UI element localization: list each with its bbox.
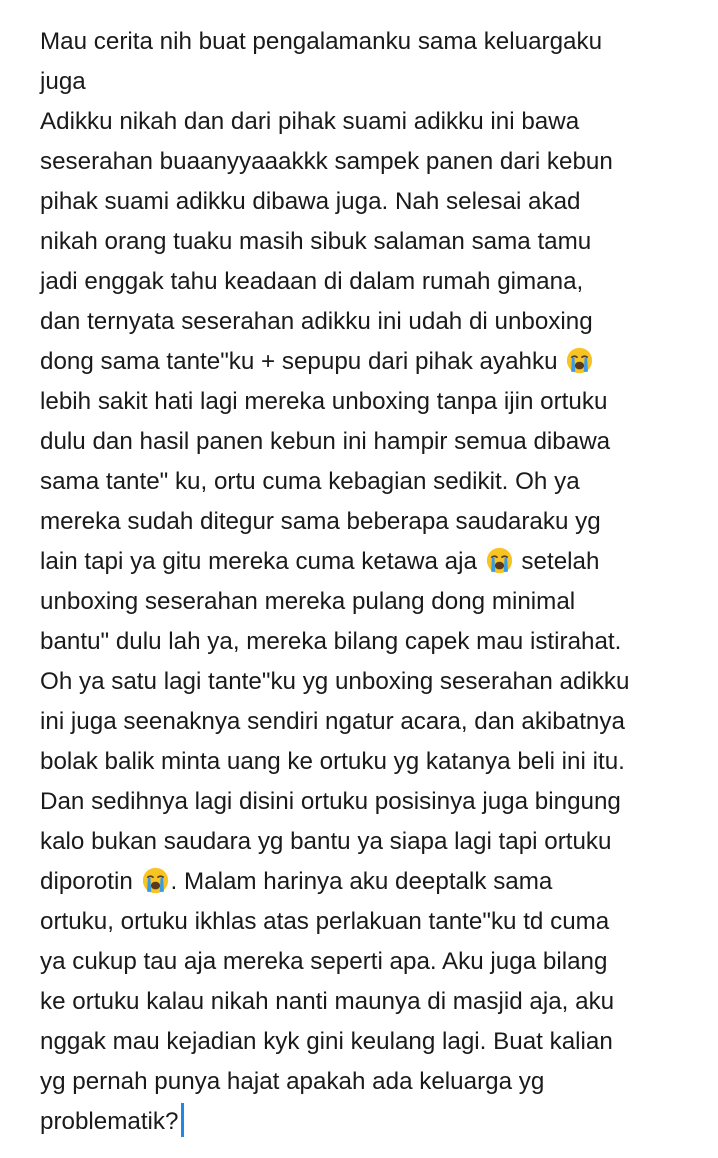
text-segment: setelah bbox=[521, 548, 600, 575]
text-segment: . Malam harinya aku deeptalk sama bbox=[170, 868, 553, 895]
text-line: ortuku, ortuku ikhlas atas perlakuan tante"ku td cuma bbox=[40, 908, 610, 935]
text-line: unboxing seserahan mereka pulang dong minimal bbox=[40, 588, 576, 615]
loudly-crying-face-icon bbox=[486, 547, 513, 574]
text-line: nggak mau kejadian kyk gini keulang lagi. Buat kalian bbox=[40, 1028, 613, 1055]
text-line bbox=[40, 862, 690, 902]
loudly-crying-face-icon bbox=[566, 347, 593, 374]
text-line: Oh ya satu lagi tante"ku yg unboxing seserahan adikku bbox=[40, 668, 630, 695]
text-segment: dong sama tante"ku + sepupu dari pihak ayahku bbox=[40, 348, 558, 375]
text-segment: lain tapi ya gitu mereka cuma ketawa aja bbox=[40, 548, 477, 575]
text-line bbox=[40, 342, 690, 382]
text-line: juga bbox=[40, 68, 86, 95]
text-line: Mau cerita nih buat pengalamanku sama keluargaku bbox=[40, 28, 603, 55]
note-text-editor[interactable] bbox=[40, 22, 690, 1142]
text-line: mereka sudah ditegur sama beberapa saudaraku yg bbox=[40, 508, 601, 535]
text-line: Adikku nikah dan dari pihak suami adikku ini bawa bbox=[40, 108, 580, 135]
text-segment: diporotin bbox=[40, 868, 133, 895]
text-line: pihak suami adikku dibawa juga. Nah selesai akad bbox=[40, 188, 581, 215]
text-line: bantu" dulu lah ya, mereka bilang capek mau istirahat. bbox=[40, 628, 622, 655]
text-line: dulu dan hasil panen kebun ini hampir semua dibawa bbox=[40, 428, 611, 455]
text-line: sama tante" ku, ortu cuma kebagian sedikit. Oh ya bbox=[40, 468, 580, 495]
text-line: lebih sakit hati lagi mereka unboxing tanpa ijin ortuku bbox=[40, 388, 608, 415]
text-line: yg pernah punya hajat apakah ada keluarga yg bbox=[40, 1068, 545, 1095]
text-line: ini juga seenaknya sendiri ngatur acara, dan akibatnya bbox=[40, 708, 625, 735]
text-line: ke ortuku kalau nikah nanti maunya di masjid aja, aku bbox=[40, 988, 615, 1015]
text-line: kalo bukan saudara yg bantu ya siapa lagi tapi ortuku bbox=[40, 828, 612, 855]
text-segment: problematik? bbox=[40, 1108, 179, 1135]
text-line: seserahan buaanyyaaakkk sampek panen dari kebun bbox=[40, 148, 613, 175]
text-line: dan ternyata seserahan adikku ini udah di unboxing bbox=[40, 308, 593, 335]
text-line: nikah orang tuaku masih sibuk salaman sama tamu bbox=[40, 228, 592, 255]
loudly-crying-face-icon bbox=[142, 867, 169, 894]
text-line: jadi enggak tahu keadaan di dalam rumah gimana, bbox=[40, 268, 584, 295]
text-cursor bbox=[181, 1103, 184, 1137]
text-line: ya cukup tau aja mereka seperti apa. Aku juga bilang bbox=[40, 948, 608, 975]
text-line: bolak balik minta uang ke ortuku yg katanya beli ini itu. bbox=[40, 748, 625, 775]
text-line bbox=[40, 542, 690, 582]
text-line bbox=[40, 1102, 690, 1142]
text-line: Dan sedihnya lagi disini ortuku posisinya juga bingung bbox=[40, 788, 621, 815]
